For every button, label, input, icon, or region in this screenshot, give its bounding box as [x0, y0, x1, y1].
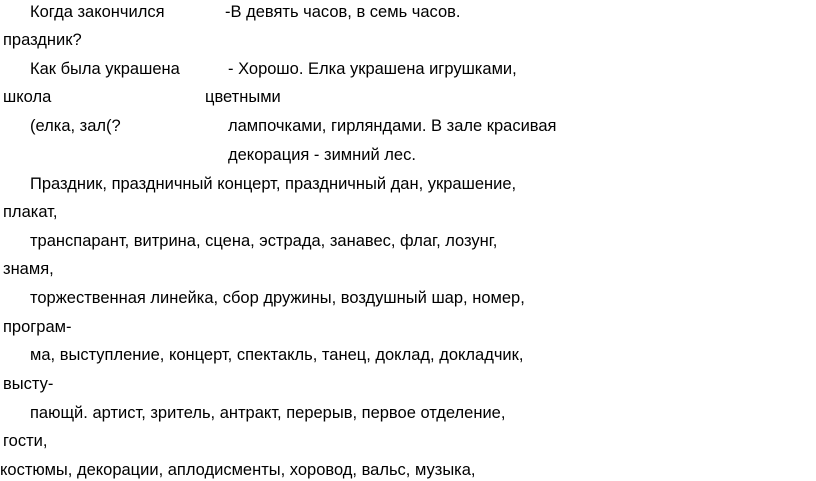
vocab-line-1-tail: плакат, — [3, 203, 58, 221]
answer-4-line-1: декорация - зимний лес. — [228, 146, 416, 164]
question-2-line-2: школа — [3, 88, 52, 106]
vocab-line-4: ма, выступление, концерт, спектакль, танец, доклад, докладчик, — [30, 346, 524, 364]
question-1-line-1: Когда закончился — [30, 3, 165, 21]
answer-3-line-1: лампочками, гирляндами. В зале красивая — [228, 117, 557, 135]
vocab-line-2-tail: знамя, — [3, 260, 54, 278]
vocab-line-4-tail: высту- — [3, 375, 54, 393]
vocab-line-2: транспарант, витрина, сцена, эстрада, занавес, флаг, лозунг, — [30, 232, 498, 250]
vocab-line-5-tail: гости, — [3, 432, 48, 450]
answer-2-line-2: цветными — [205, 88, 281, 106]
vocab-line-6: костюмы, декорации, аплодисменты, хоровод, вальс, музыка, — [0, 461, 476, 479]
vocab-line-3-tail: програм- — [3, 318, 72, 336]
vocab-line-1: Праздник, праздничный концерт, праздничный дан, украшение, — [30, 175, 517, 193]
question-1-line-2: праздник? — [3, 31, 82, 49]
answer-1-line-1: -В девять часов, в семь часов. — [225, 3, 461, 21]
vocab-line-3: торжественная линейка, сбор дружины, воздушный шар, номер, — [30, 289, 525, 307]
answer-2-line-1: - Хорошо. Елка украшена игрушками, — [228, 60, 517, 78]
question-2-line-1: Как была украшена — [30, 60, 180, 78]
vocab-line-5: пающй. артист, зритель, антракт, перерыв, первое отделение, — [30, 404, 506, 422]
question-3-line-1: (елка, зал(? — [30, 117, 121, 135]
